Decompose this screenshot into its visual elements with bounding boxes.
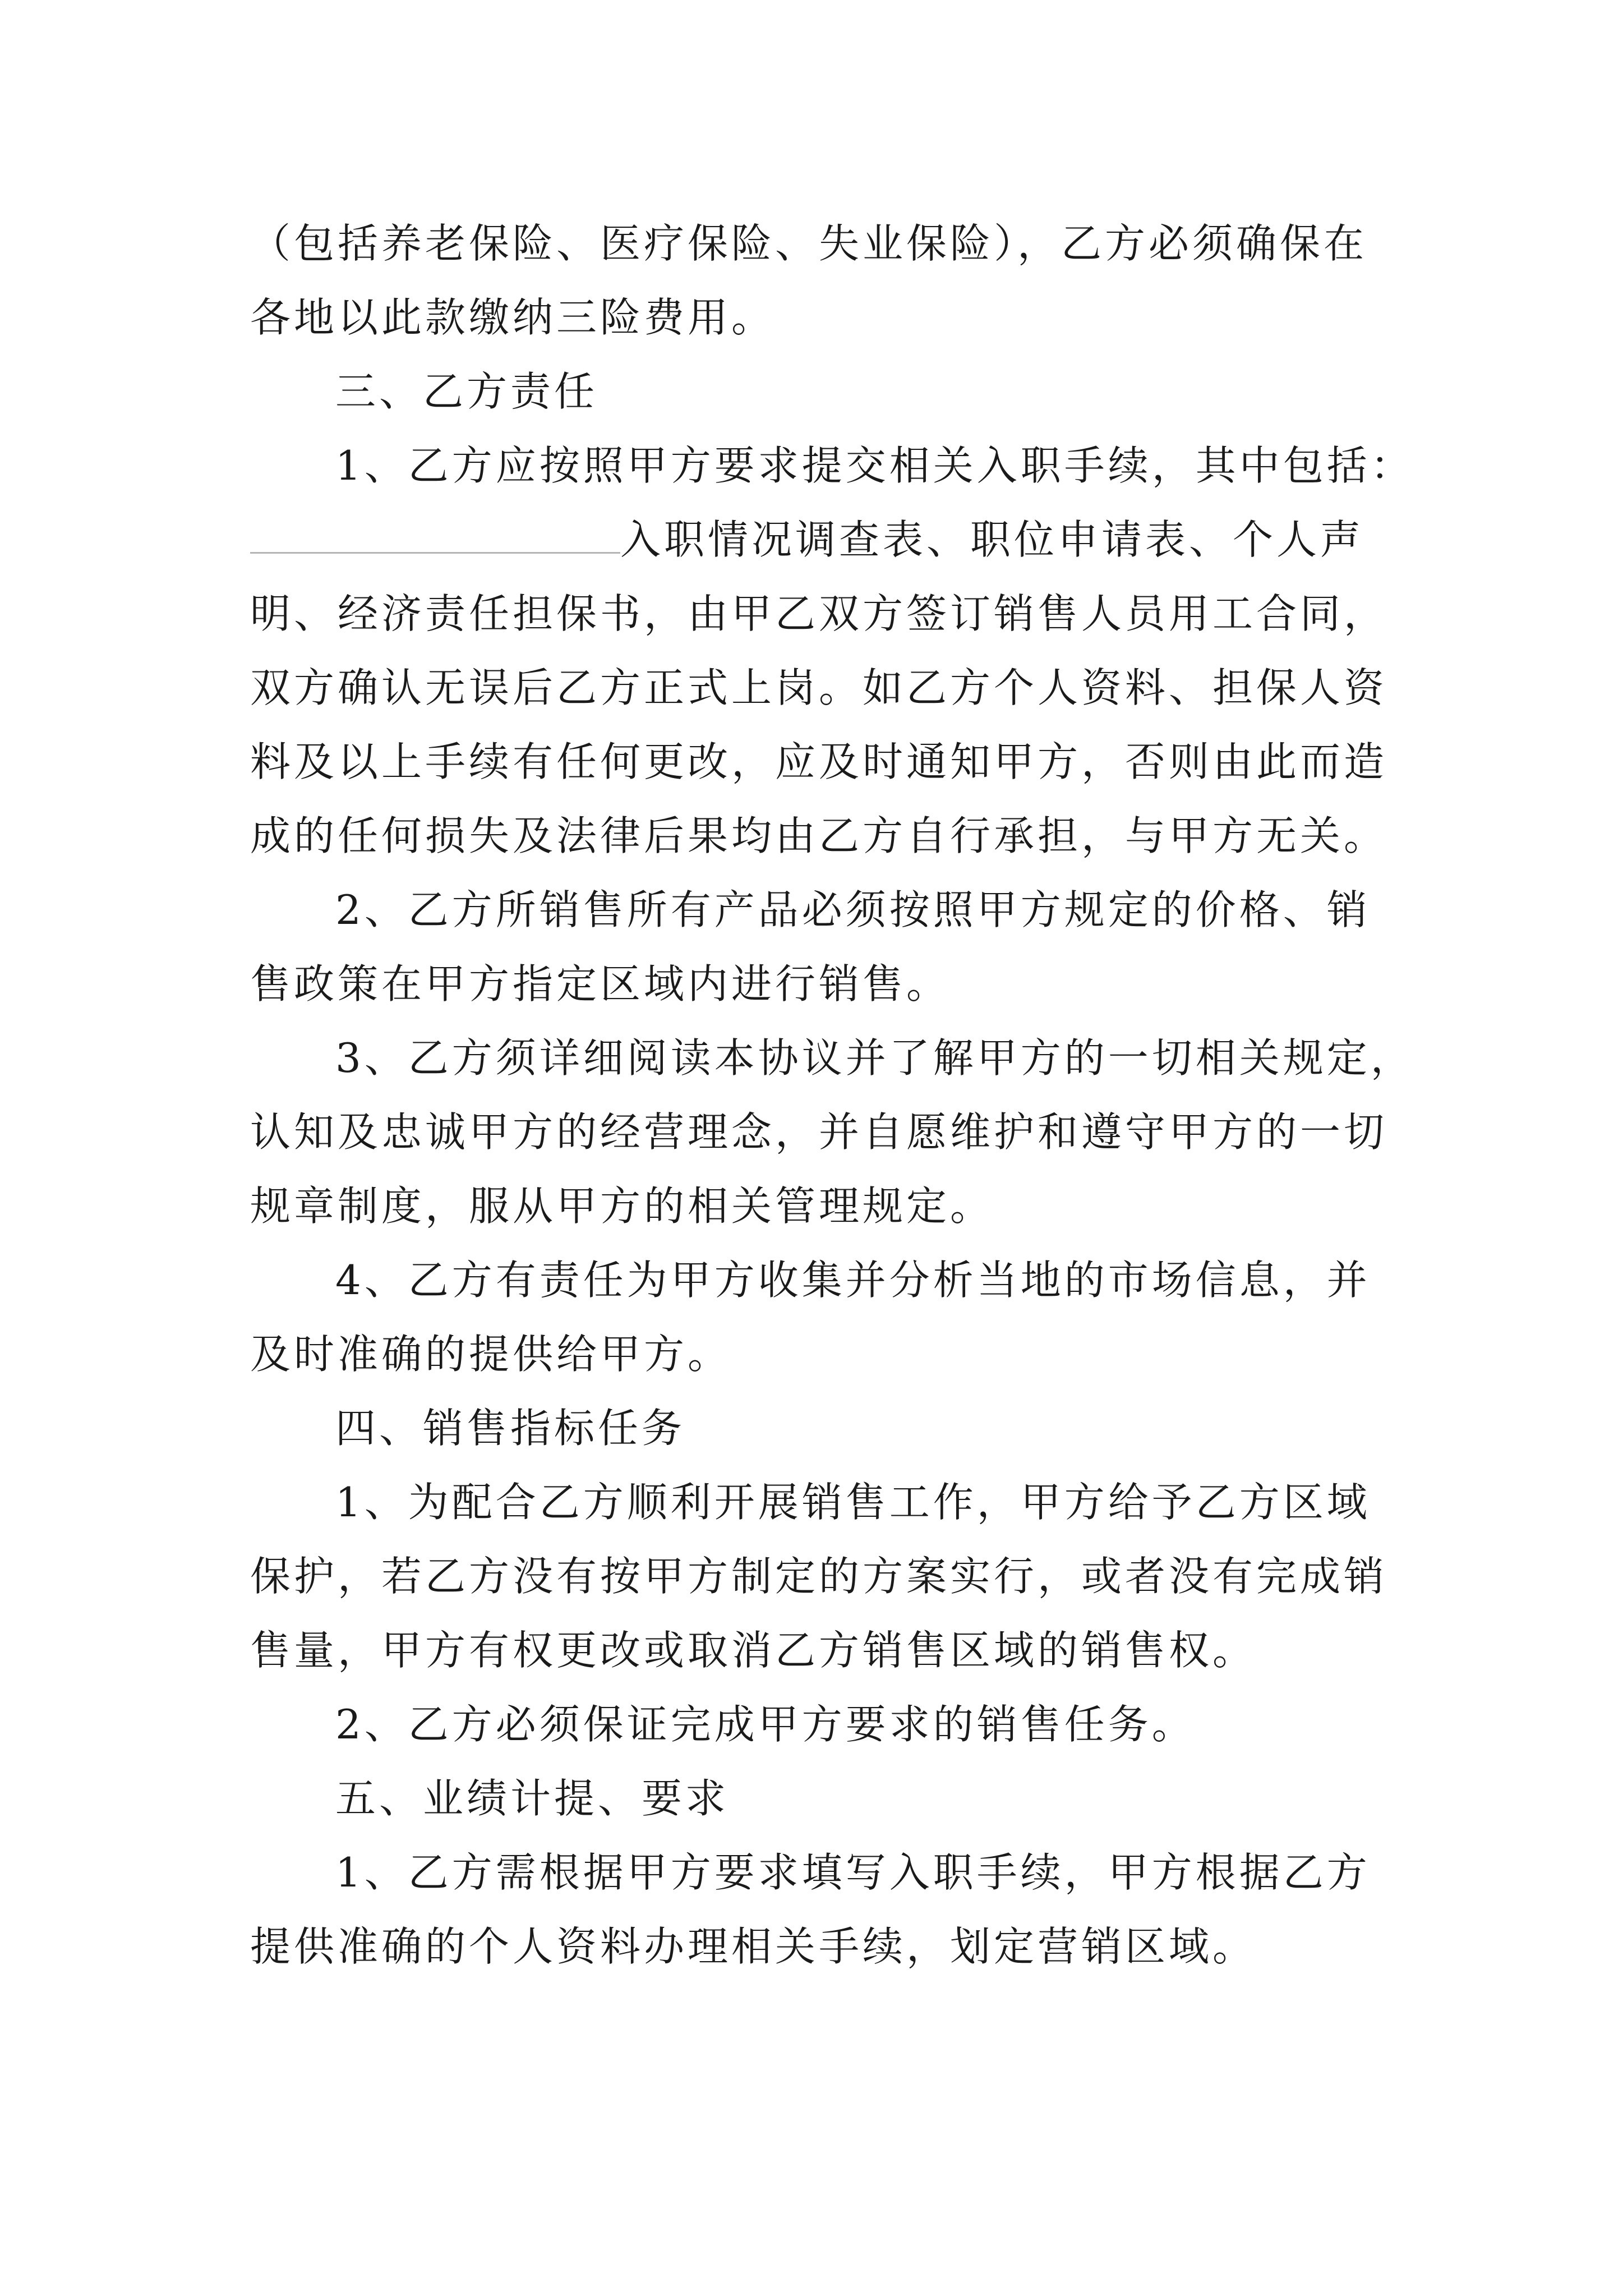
section-heading: 四、销售指标任务 <box>335 1405 686 1452</box>
text-line-with-blank <box>250 503 1377 577</box>
text-line: 3、乙方须详细阅读本协议并了解甲方的一切相关规定， <box>335 1034 1414 1082</box>
text-line: 料及以上手续有任何更改，应及时通知甲方，否则由此而造 <box>250 738 1388 785</box>
section-heading: 三、乙方责任 <box>335 368 598 415</box>
text-line: 明、经济责任担保书，由甲乙双方签订销售人员用工合同， <box>250 590 1388 637</box>
text-line: 售量，甲方有权更改或取消乙方销售区域的销售权。 <box>250 1627 1257 1674</box>
text-line: 售政策在甲方指定区域内进行销售。 <box>250 960 951 1007</box>
text-line: 成的任何损失及法律后果均由乙方自行承担，与甲方无关。 <box>250 812 1388 859</box>
text-line: 认知及忠诚甲方的经营理念，并自愿维护和遵守甲方的一切 <box>250 1108 1388 1156</box>
text-line: 规章制度，服从甲方的相关管理规定。 <box>250 1182 994 1230</box>
text-line: 双方确认无误后乙方正式上岗。如乙方个人资料、担保人资 <box>250 664 1388 711</box>
text-line: （包括养老保险、医疗保险、失业保险），乙方必须确保在 <box>250 220 1368 267</box>
contract-text <box>250 206 1414 1984</box>
text-line: 1、乙方应按照甲方要求提交相关入职手续，其中包括： <box>335 442 1414 489</box>
text-line: 及时准确的提供给甲方。 <box>250 1331 732 1378</box>
text-line: 4、乙方有责任为甲方收集并分析当地的市场信息，并 <box>335 1257 1371 1304</box>
section-heading: 五、业绩计提、要求 <box>335 1775 730 1822</box>
text-line: 2、乙方所销售所有产品必须按照甲方规定的价格、销 <box>335 886 1371 933</box>
text-line: 保护，若乙方没有按甲方制定的方案实行，或者没有完成销 <box>250 1553 1388 1600</box>
fill-in-blank <box>250 513 620 554</box>
text-line: 各地以此款缴纳三险费用。 <box>250 294 776 341</box>
text-span: 入职情况调查表、职位申请表、个人声 <box>620 516 1364 563</box>
text-line: 提供准确的个人资料办理相关手续，划定营销区域。 <box>250 1923 1257 1970</box>
text-line: 2、乙方必须保证完成甲方要求的销售任务。 <box>335 1701 1196 1748</box>
text-line: 1、乙方需根据甲方要求填写入职手续，甲方根据乙方 <box>335 1849 1371 1896</box>
text-line: 1、为配合乙方顺利开展销售工作，甲方给予乙方区域 <box>335 1479 1371 1526</box>
